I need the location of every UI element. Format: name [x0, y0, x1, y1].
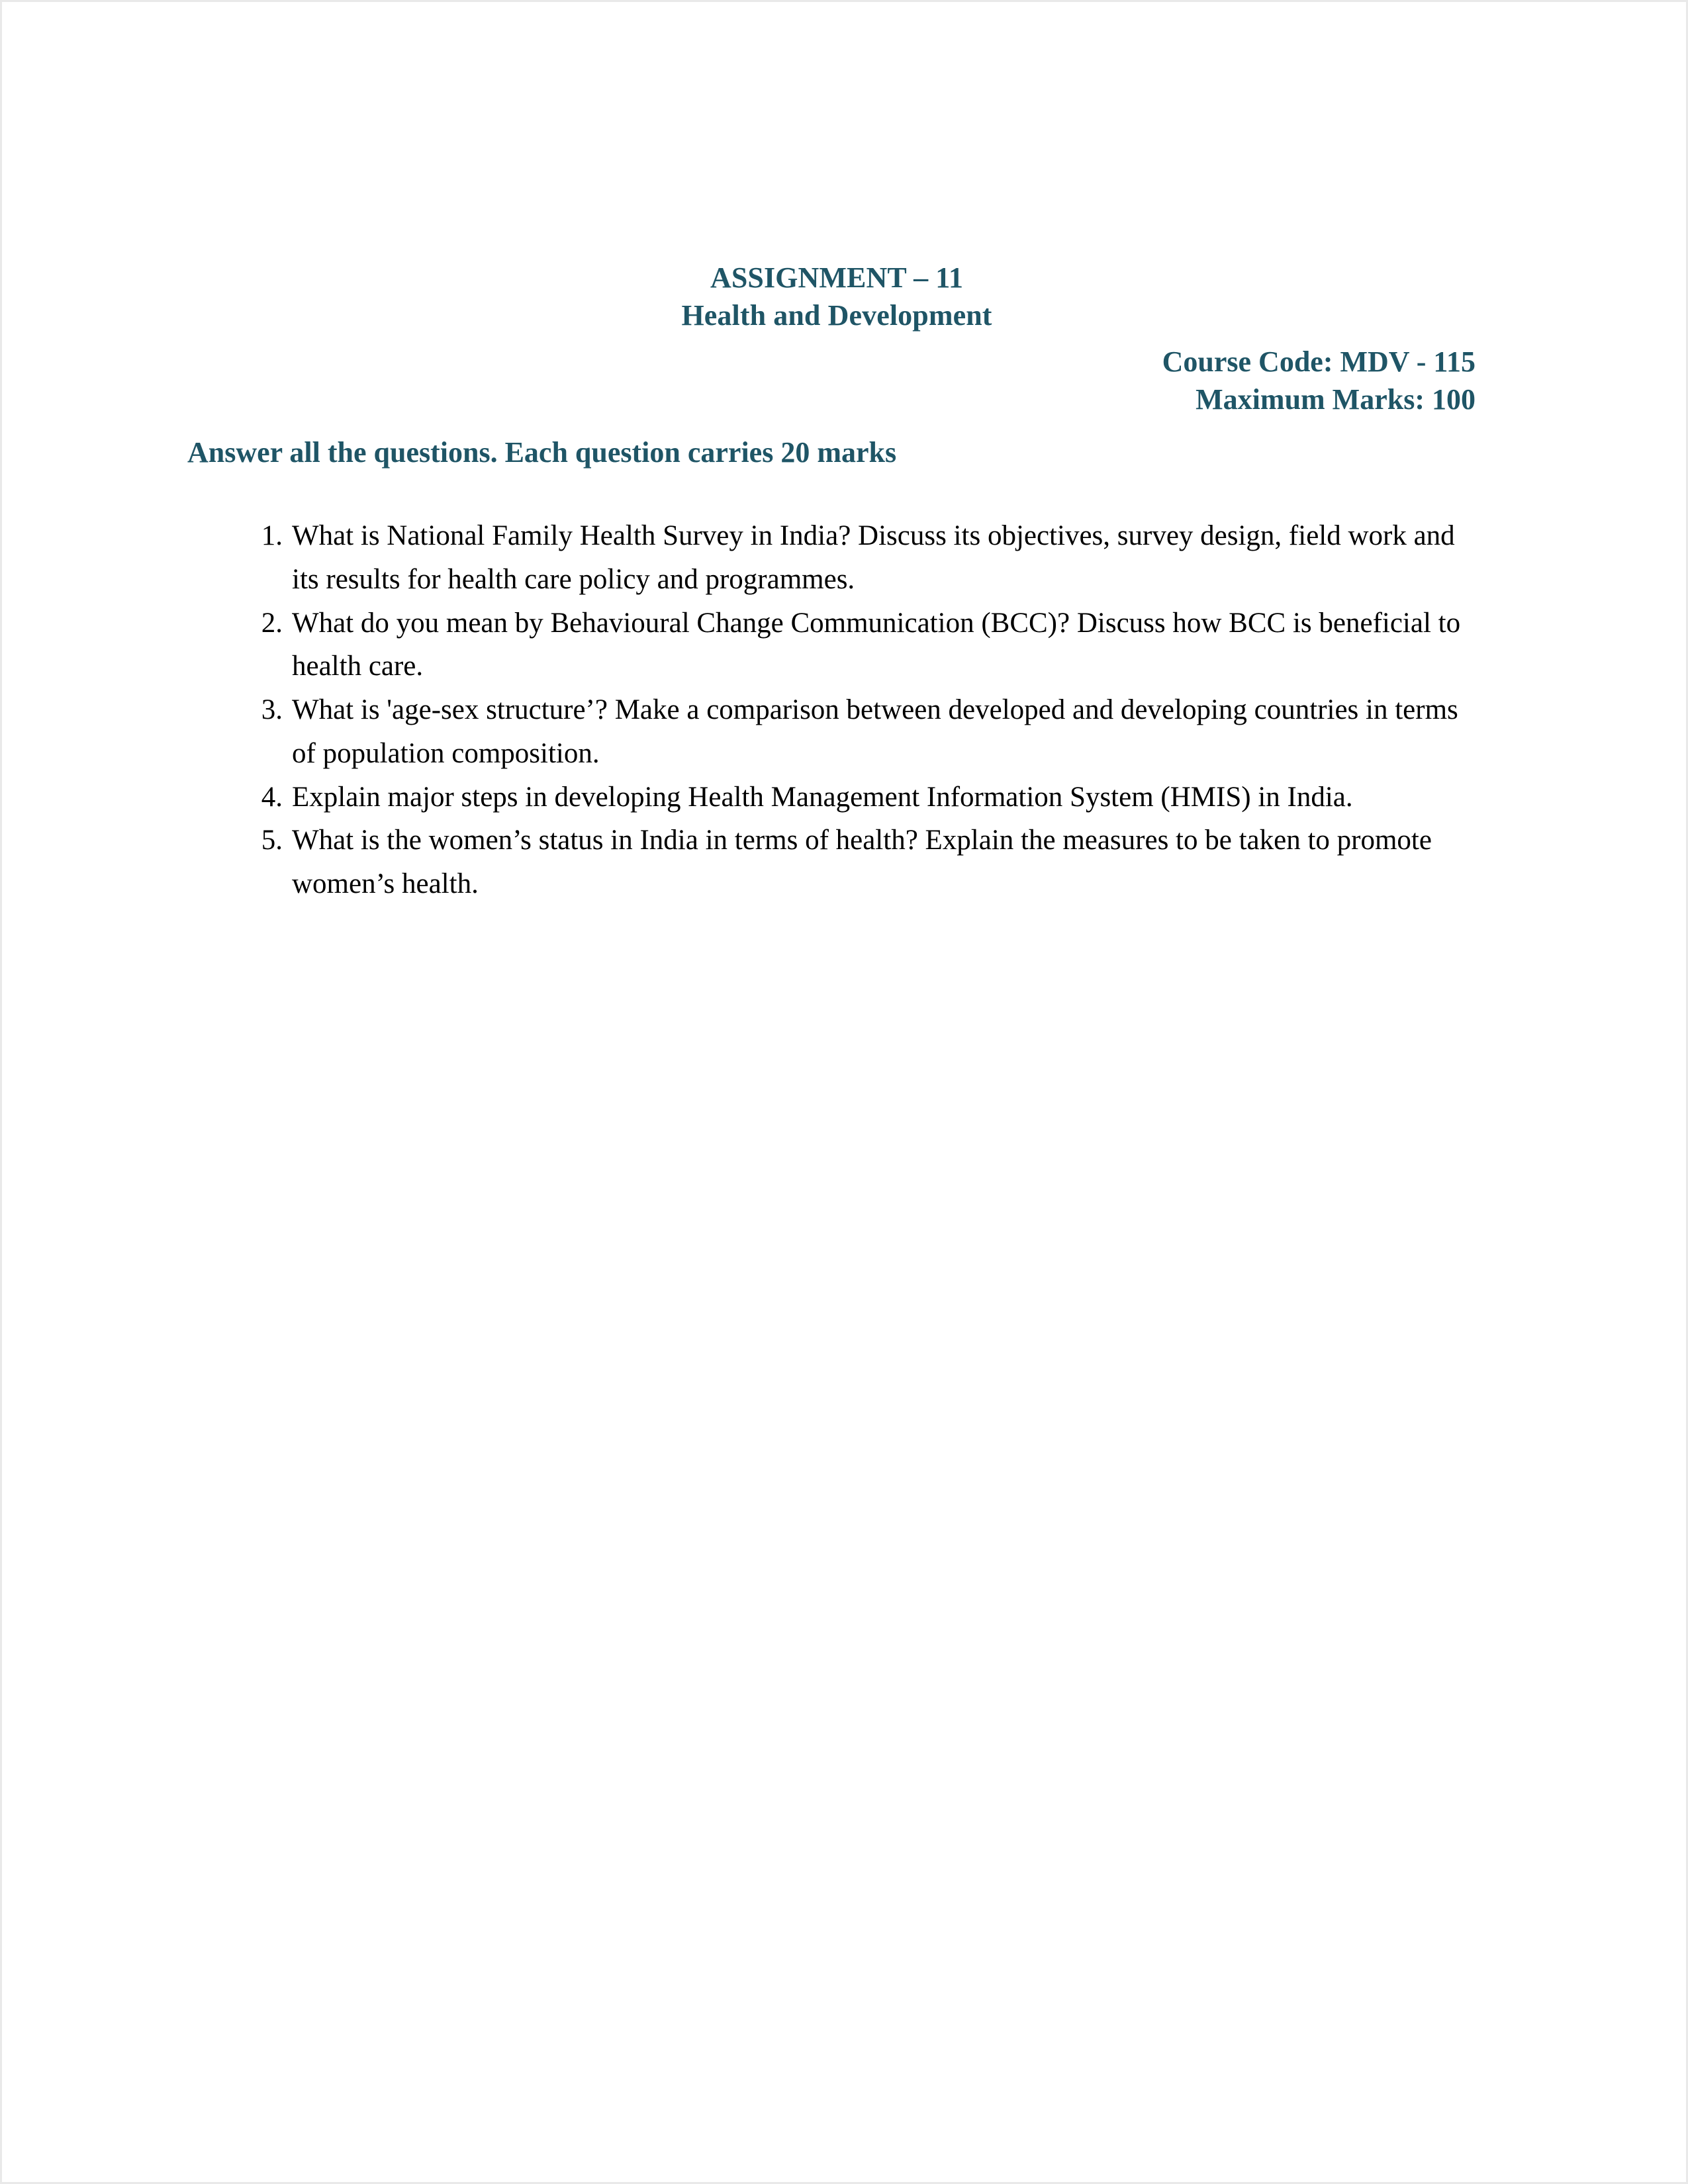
question-item — [198, 819, 1476, 906]
question-number: 3. — [261, 694, 283, 726]
course-code: Course Code: MDV - 115 — [1162, 345, 1476, 379]
question-text: What is the women’s status in India in terms of health? Explain the measures to be taken to promote women’s health. — [292, 825, 1432, 900]
question-item — [198, 602, 1476, 689]
instruction-text: Answer all the questions. Each question carries 20 marks — [187, 436, 897, 469]
document-content — [187, 259, 1476, 906]
question-item — [198, 514, 1476, 602]
question-number: 1. — [261, 520, 283, 551]
assignment-meta-block — [198, 343, 1476, 418]
question-text: Explain major steps in developing Health Management Information System (HMIS) in India. — [292, 781, 1353, 813]
question-text: What is National Family Health Survey in India? Discuss its objectives, survey design, field work and its results for health care policy and programmes. — [292, 520, 1455, 595]
assignment-title: ASSIGNMENT – 11 — [710, 261, 964, 294]
question-text: What is 'age-sex structure’? Make a comparison between developed and developing countries in terms of population composition. — [292, 694, 1458, 769]
question-number: 4. — [261, 781, 283, 813]
question-number: 2. — [261, 607, 283, 639]
question-list — [198, 514, 1476, 906]
question-item — [198, 776, 1476, 819]
question-number: 5. — [261, 825, 283, 856]
question-text: What do you mean by Behavioural Change Communication (BCC)? Discuss how BCC is beneficial to health care. — [292, 607, 1461, 682]
question-item — [198, 688, 1476, 776]
assignment-subject: Health and Development — [681, 299, 992, 332]
maximum-marks: Maximum Marks: 100 — [1196, 383, 1476, 416]
question-list-spacer — [198, 471, 1476, 514]
assignment-title-block — [198, 259, 1476, 334]
